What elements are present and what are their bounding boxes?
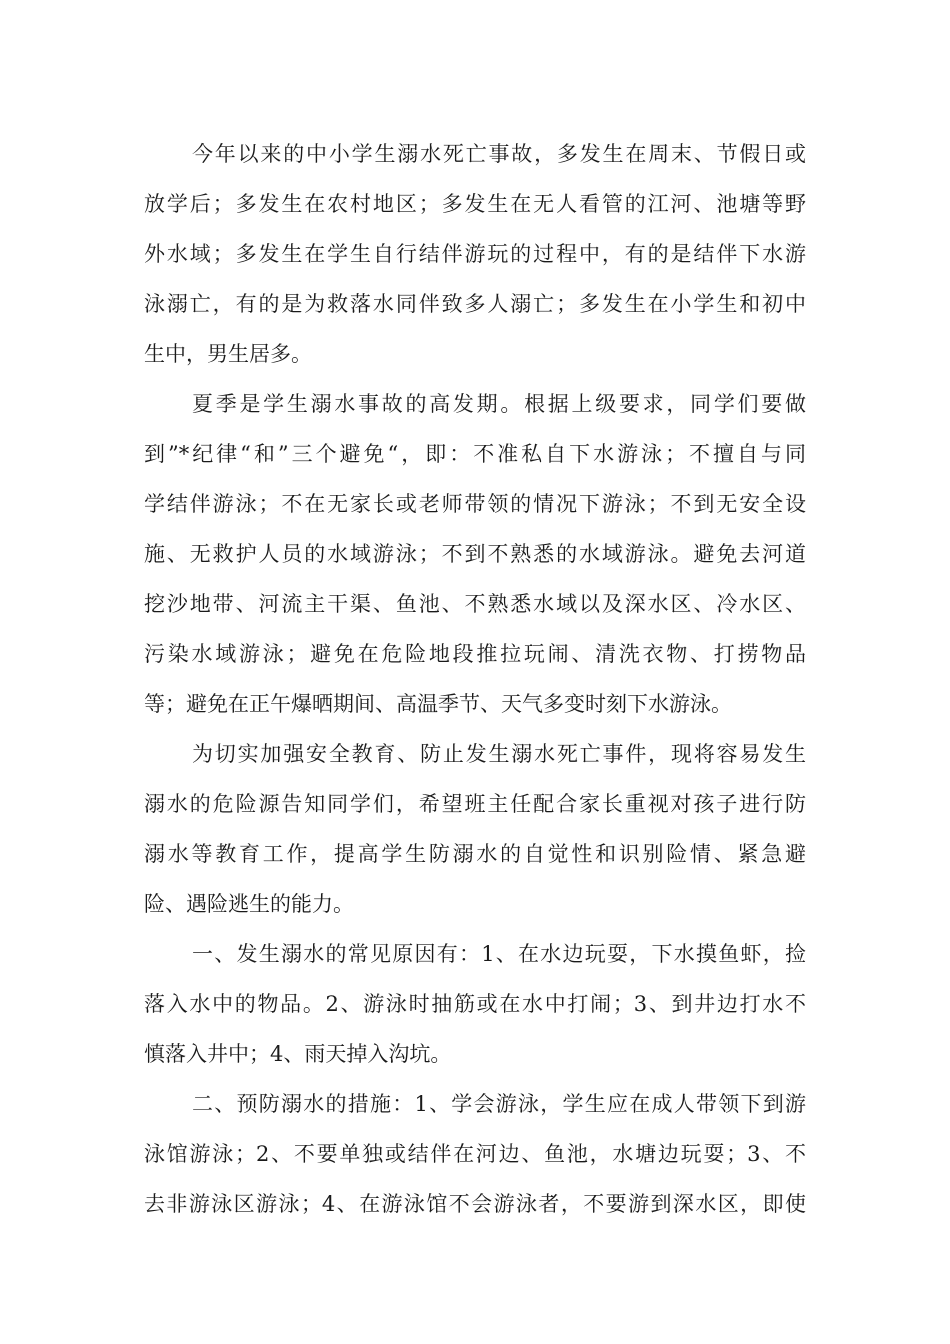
paragraph-4-line-1: 一、发生溺水的常见原因有：1、在水边玩耍，下水摸鱼虾，捡	[192, 942, 806, 966]
paragraph-5-line-3: 去非游泳区游泳；4、在游泳馆不会游泳者，不要游到深水区，即使	[144, 1192, 806, 1216]
paragraph-2-line-3: 学结伴游泳；不在无家长或老师带领的情况下游泳；不到无安全设	[144, 492, 806, 516]
paragraph-2-line-5: 挖沙地带、河流主干渠、鱼池、不熟悉水域以及深水区、冷水区、	[144, 592, 806, 616]
paragraph-1-line-4: 泳溺亡，有的是为救落水同伴致多人溺亡；多发生在小学生和初中	[144, 292, 806, 316]
paragraph-3-line-3: 溺水等教育工作，提高学生防溺水的自觉性和识别险情、紧急避	[144, 842, 806, 866]
paragraph-3-line-2: 溺水的危险源告知同学们，希望班主任配合家长重视对孩子进行防	[144, 792, 806, 816]
paragraph-5-line-1: 二、预防溺水的措施：1、学会游泳，学生应在成人带领下到游	[192, 1092, 806, 1116]
paragraph-3-line-4: 险、遇险逃生的能力。	[144, 892, 354, 916]
paragraph-4-line-2: 落入水中的物品。2、游泳时抽筋或在水中打闹；3、到井边打水不	[144, 992, 806, 1016]
paragraph-1-line-3: 外水域；多发生在学生自行结伴游玩的过程中，有的是结伴下水游	[144, 242, 806, 266]
paragraph-5-line-2: 泳馆游泳；2、不要单独或结伴在河边、鱼池，水塘边玩耍；3、不	[144, 1142, 806, 1166]
paragraph-1-line-1: 今年以来的中小学生溺水死亡事故，多发生在周末、节假日或	[192, 142, 806, 166]
paragraph-2-line-6: 污染水域游泳；避免在危险地段推拉玩闹、清洗衣物、打捞物品	[144, 642, 806, 666]
paragraph-2-line-2: 到”*纪律“和”三个避免“，即：不准私自下水游泳；不擅自与同	[144, 442, 806, 466]
paragraph-2-line-4: 施、无救护人员的水域游泳；不到不熟悉的水域游泳。避免去河道	[144, 542, 806, 566]
paragraph-1-line-2: 放学后；多发生在农村地区；多发生在无人看管的江河、池塘等野	[144, 192, 806, 216]
paragraph-2-line-7: 等；避免在正午爆晒期间、高温季节、天气多变时刻下水游泳。	[144, 692, 732, 716]
paragraph-1-line-5: 生中，男生居多。	[144, 342, 312, 366]
paragraph-3-line-1: 为切实加强安全教育、防止发生溺水死亡事件，现将容易发生	[192, 742, 806, 766]
paragraph-4-line-3: 慎落入井中；4、雨天掉入沟坑。	[144, 1042, 452, 1066]
paragraph-2-line-1: 夏季是学生溺水事故的高发期。根据上级要求，同学们要做	[192, 392, 806, 416]
